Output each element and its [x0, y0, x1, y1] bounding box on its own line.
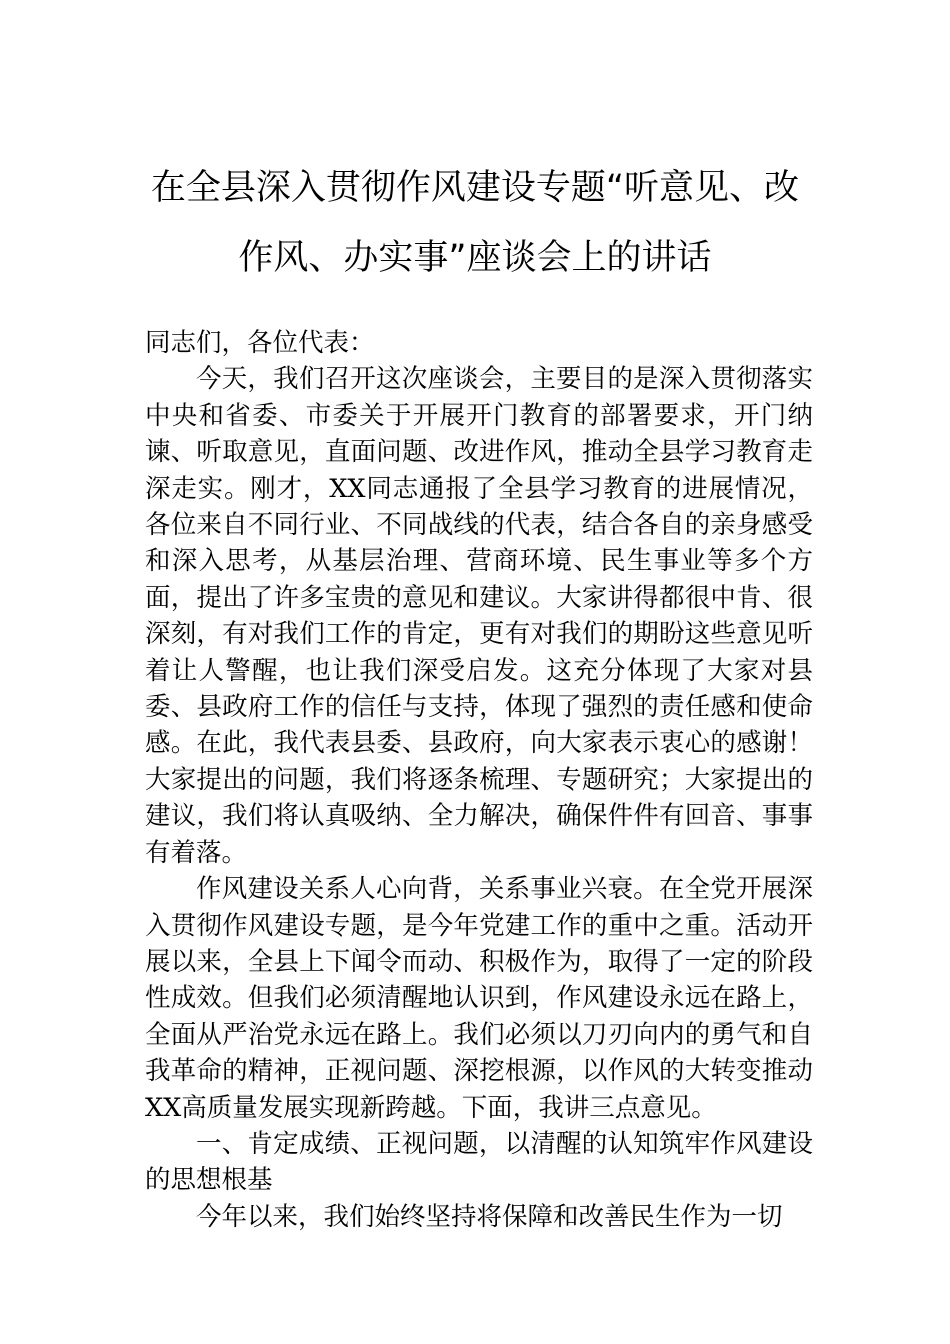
paragraph-work-style: 作风建设关系人心向背，关系事业兴衰。在全党开展深入贯彻作风建设专题，是今年党建工作的重中之重。活动开展以来，全县上下闻令而动、积极作为，取得了一定的阶段性成效。但我们必须清醒地认识到，作风建设永远在路上，全面从严治党永远在路上。我们必须以刀刃向内的勇气和自我革命的精神，正视问题、深挖根源，以作风的大转变推动XX高质量发展实现新跨越。下面，我讲三点意见。 — [145, 874, 813, 1123]
paragraph-opening: 今天，我们召开这次座谈会，主要目的是深入贯彻落实中央和省委、市委关于开展开门教育的部署要求，开门纳谏、听取意见，直面问题、改进作风，推动全县学习教育走深走实。刚才，XX同志通报了全县学习教育的进展情况，各位来自不同行业、不同战线的代表，结合各自的亲身感受和深入思考，从基层治理、营商环境、民生事业等多个方面，提出了许多宝贵的意见和建议。大家讲得都很中肯、很深刻，有对我们工作的肯定，更有对我们的期盼这些意见听着让人警醒，也让我们深受启发。这充分体现了大家对县委、县政府工作的信任与支持，体现了强烈的责任感和使命感。在此，我代表县委、县政府，向大家表示衷心的感谢！大家提出的问题，我们将逐条梳理、专题研究；大家提出的建议，我们将认真吸纳、全力解决，确保件件有回音、事事有着落。 — [145, 364, 813, 868]
document-body — [145, 325, 813, 1235]
document-title-line-1: 在全县深入贯彻作风建设专题“听意见、改 — [150, 168, 800, 208]
document-title-line-2: 作风、办实事”座谈会上的讲话 — [238, 238, 712, 278]
paragraph-section-1: 今年以来，我们始终坚持将保障和改善民生作为一切 — [196, 1201, 783, 1232]
section-heading-1: 一、肯定成绩、正视问题，以清醒的认知筑牢作风建设的思想根基 — [145, 1128, 813, 1196]
salutation: 同志们，各位代表： — [145, 328, 375, 358]
